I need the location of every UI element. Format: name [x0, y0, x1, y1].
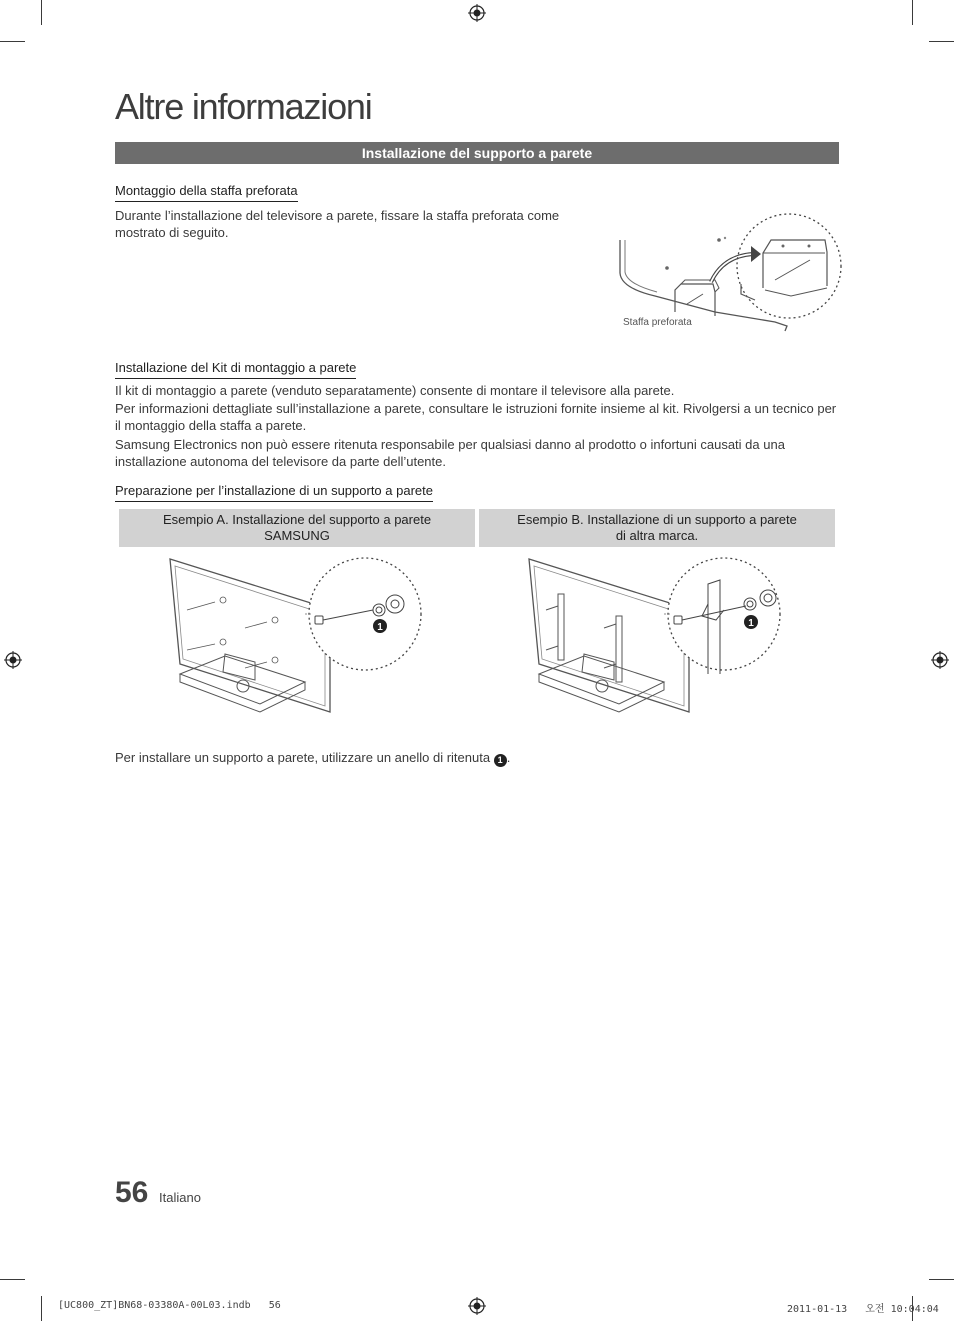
subsection-heading-kit: Installazione del Kit di montaggio a parete [115, 360, 356, 379]
footer-language: Italiano [159, 1190, 201, 1205]
bracket-figure [615, 208, 845, 333]
kit-paragraph-3: Samsung Electronics non può essere ritenuta responsabile per qualsiasi danno al prodotto o infortuni causati da una installazione autonoma del televisore da parte dell’utente. [115, 437, 785, 469]
example-b-header [479, 509, 835, 547]
subsection-heading-preparation: Preparazione per l’installazione di un supporto a parete [115, 483, 433, 502]
example-a-line1: Esempio A. Installazione del supporto a parete [162, 512, 432, 527]
note-end: . [506, 750, 511, 765]
example-a-header [119, 509, 475, 547]
retaining-ring-note [115, 749, 840, 767]
callout-marker-a: 1 [377, 622, 383, 633]
note-marker: 1 [494, 754, 507, 767]
callout-marker-b: 1 [748, 618, 754, 629]
registration-mark-icon [931, 651, 949, 669]
example-a-figure [165, 554, 430, 734]
note-text: Per installare un supporto a parete, utilizzare un anello di ritenuta [115, 750, 491, 765]
crop-mark [41, 0, 42, 25]
crop-mark [41, 1296, 42, 1321]
page-title: Altre informazioni [115, 86, 372, 127]
example-b-figure [524, 554, 789, 734]
kit-paragraph-2: Per informazioni dettagliate sull’installazione a parete, consultare le istruzioni fornite insieme al kit. Rivolgersi a un tecnico per il montaggio della staffa a parete. [115, 401, 837, 433]
example-a-line2: SAMSUNG [264, 528, 330, 543]
subsection-heading-bracket: Montaggio della staffa preforata [115, 183, 298, 202]
registration-mark-icon [468, 4, 486, 22]
crop-mark [912, 0, 913, 25]
footer-file-info: [UC800_ZT]BN68-03380A-00L03.indb 56 [58, 1300, 281, 1311]
bracket-instructions: Durante l’installazione del televisore a parete, fissare la staffa preforata come mostrato di seguito. [115, 208, 560, 240]
crop-mark [0, 41, 25, 42]
kit-paragraph-1: Il kit di montaggio a parete (venduto separatamente) consente di montare il televisore alla parete. [115, 383, 675, 398]
crop-mark [0, 1279, 25, 1280]
section-header: Installazione del supporto a parete [115, 142, 839, 164]
figure-caption: Staffa preforata [623, 317, 692, 328]
registration-mark-icon [4, 651, 22, 669]
registration-mark-icon [468, 1297, 486, 1315]
example-b-line2: di altra marca. [615, 528, 699, 543]
crop-mark [929, 41, 954, 42]
page-number: 56 [115, 1176, 149, 1209]
footer-timestamp: 2011-01-13 오전 10:04:04 [787, 1304, 939, 1315]
crop-mark [929, 1279, 954, 1280]
example-b-line1: Esempio B. Installazione di un supporto a parete [517, 512, 797, 527]
